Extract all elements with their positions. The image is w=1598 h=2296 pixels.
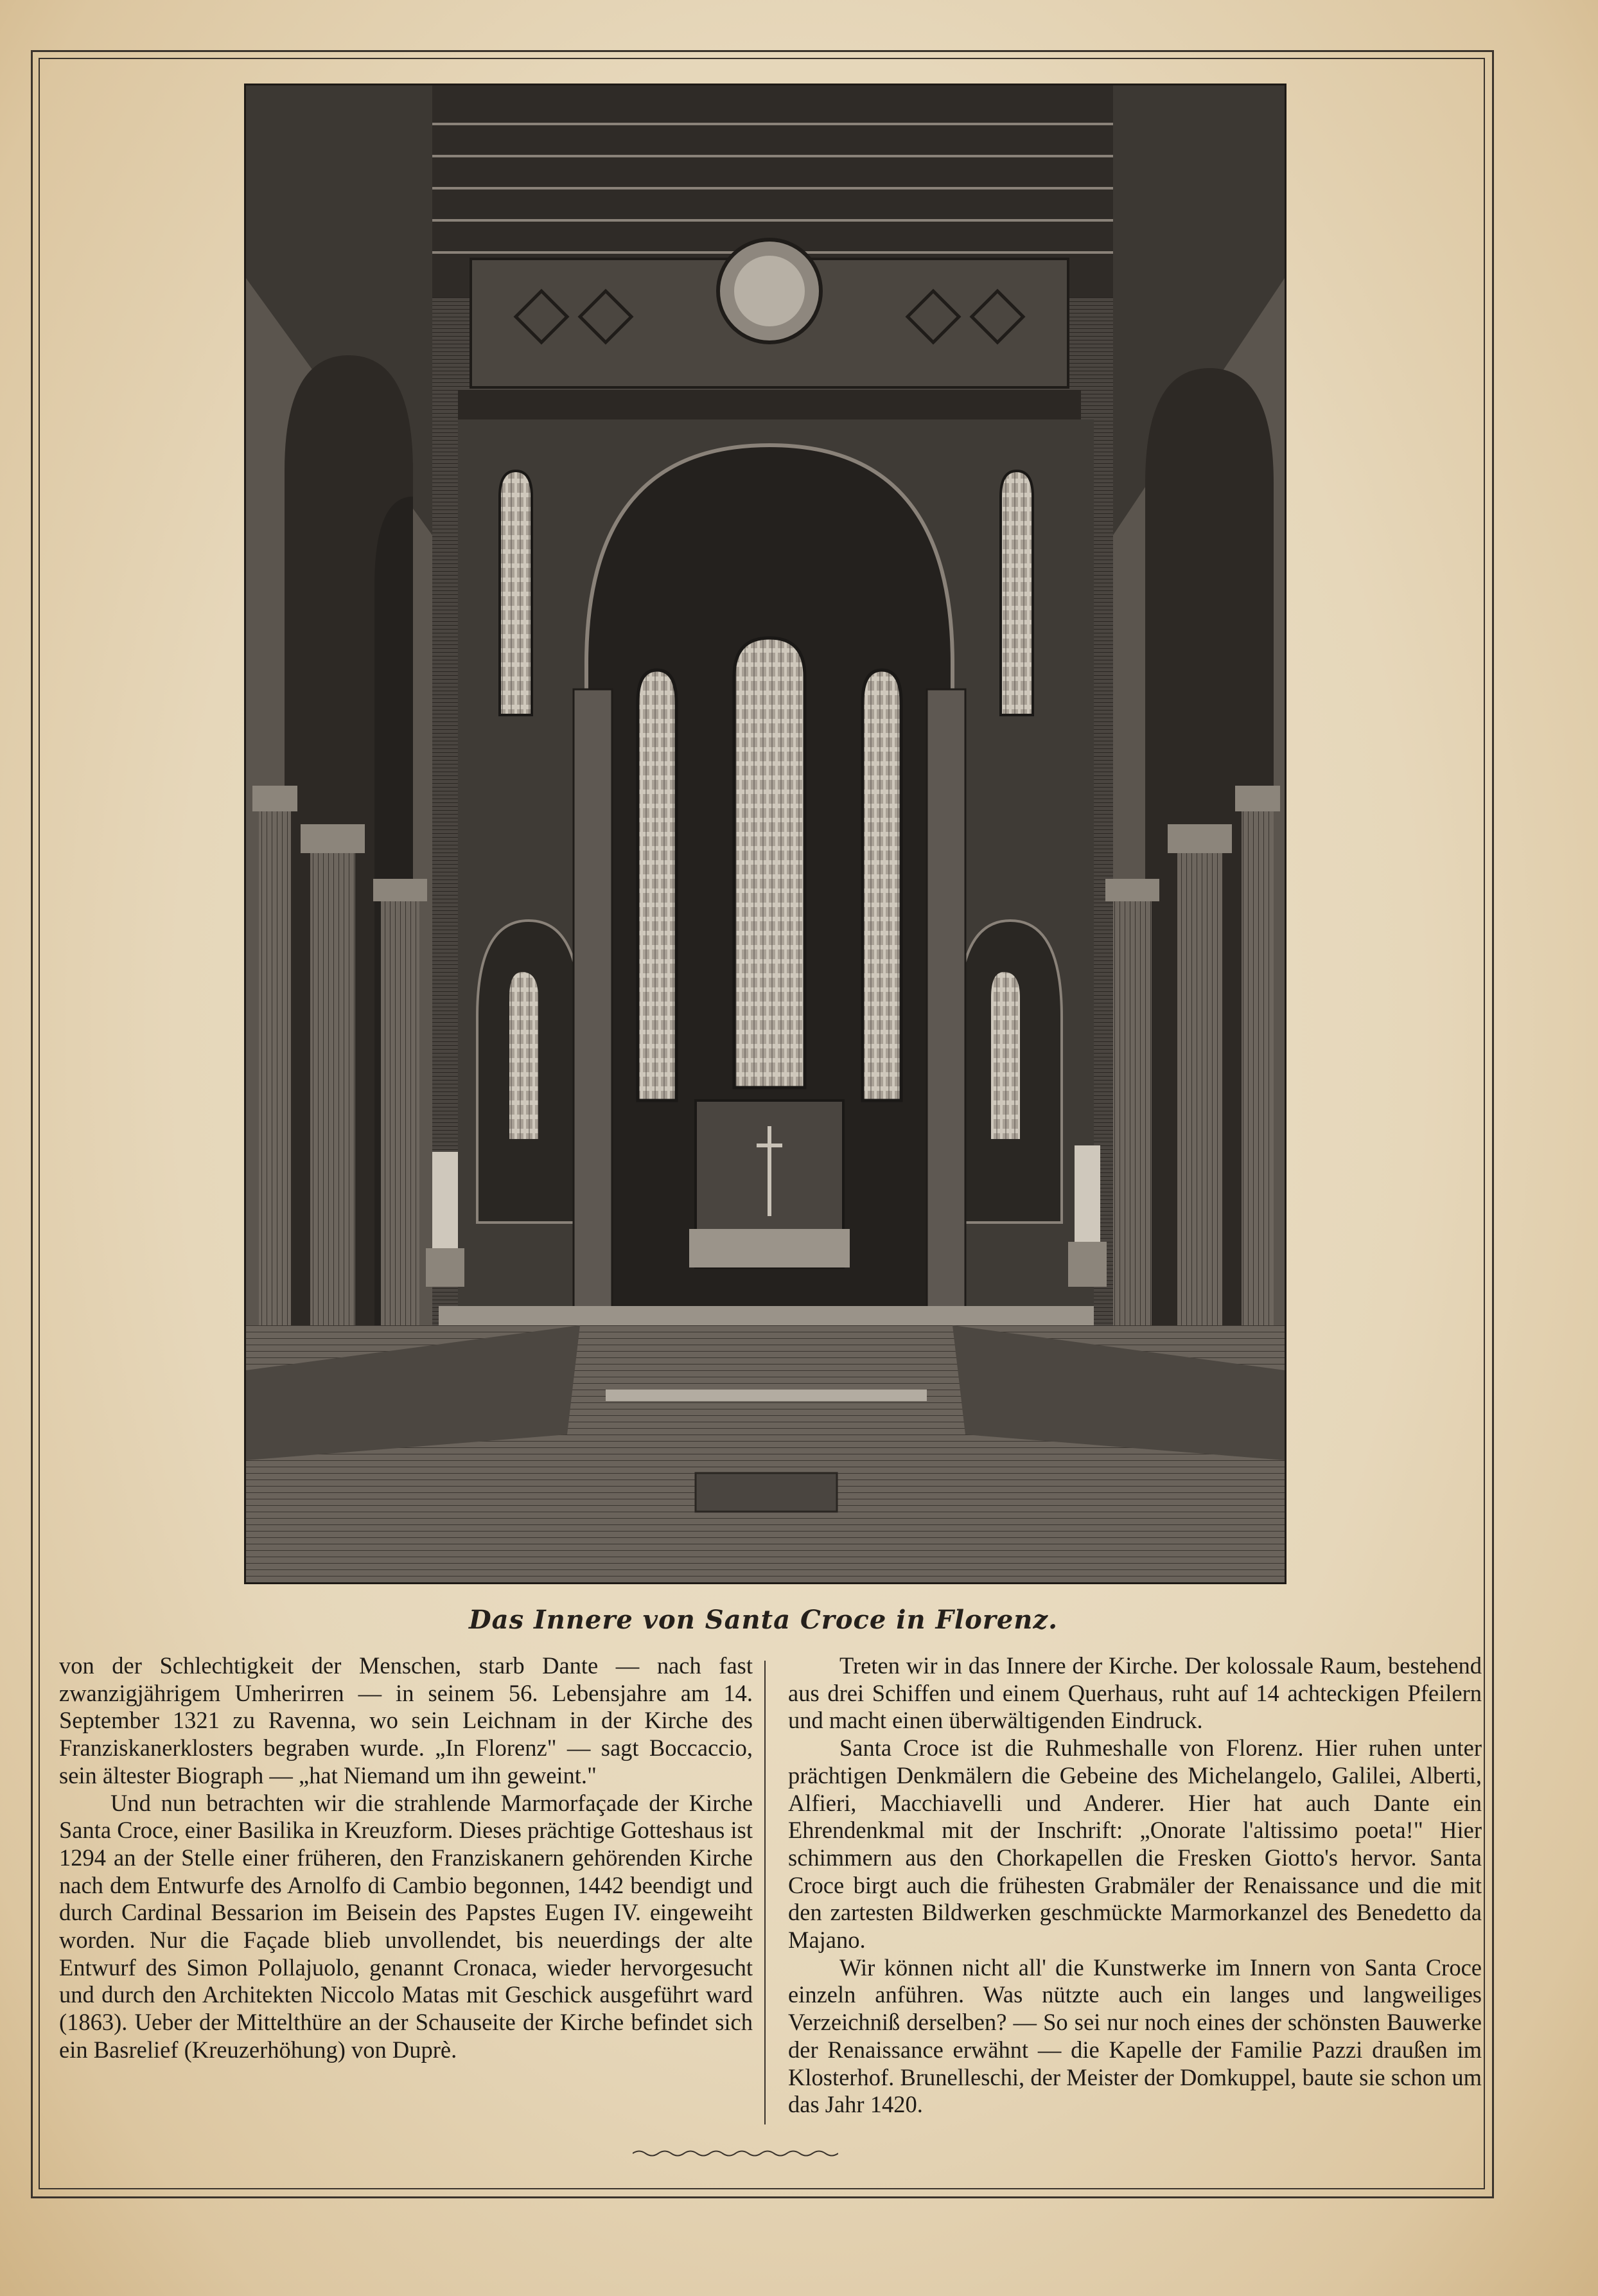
- paragraph: Treten wir in das Innere der Kirche. Der kolossale Raum, bestehend aus drei Schiffen und einem Querhaus, ruht auf 14 achteckigen Pfeilern und macht einen überwältigenden Eindruck.: [788, 1652, 1482, 1734]
- text-column-left: [59, 1652, 753, 2064]
- paragraph: Santa Croce ist die Ruhmeshalle von Florenz. Hier ruhen unter prächtigen Denkmälern die Gebeine des Michelangelo, Galilei, Alberti, Alfieri, Macchiavelli und Anderer. Hier hat auch Dante ein Ehrendenkmal mit der Inschrift: „Onorate l'altissimo poeta!" Hier schimmern aus den Chorkapellen die Fresken Giotto's hervor. Santa Croce birgt auch die frühesten Grabmäler der Renaissance und die mit den zartesten Bildwerken geschmückte Marmorkanzel des Benedetto da Majano.: [788, 1735, 1482, 1954]
- paragraph: von der Schlechtigkeit der Menschen, starb Dante — nach fast zwanzigjährigem Umherirren — in seinem 56. Lebensjahre am 14. September 1321 zu Ravenna, wo sein Leichnam in der Kirche des Franziskanerklosters begraben wurde. „In Florenz" — sagt Boccaccio, sein ältester Biograph — „hat Niemand um ihn geweint.": [59, 1652, 753, 1788]
- text-column-right: [788, 1652, 1482, 2119]
- figure-caption: Das Innere von Santa Croce in Florenz.: [468, 1605, 1058, 1635]
- paragraph: Und nun betrachten wir die strahlende Marmorfaçade der Kirche Santa Croce, einer Basilika in Kreuzform. Dieses prächtige Gotteshaus ist 1294 an der Stelle einer früheren, den Franziskanern gehörenden Kirche nach dem Entwurfe des Arnolfo di Cambio begonnen, 1442 beendigt und durch Cardinal Bessarion im Beisein des Papstes Eugen IV. eingeweiht worden. Nur die Façade blieb unvollendet, bis neuerdings der alte Entwurf des Simon Pollajuolo, genannt Cronaca, wieder hervorgesucht und durch den Architekten Niccolo Matas mit Geschick ausgeführt ward (1863). Ueber der Mittelthüre an der Schauseite der Kirche befindet sich ein Basrelief (Kreuzerhöhung) von Duprè.: [59, 1789, 753, 2063]
- column-divider: [764, 1661, 766, 2124]
- end-ornament: [633, 2149, 838, 2158]
- church-interior-engraving: [244, 84, 1286, 1584]
- paragraph: Wir können nicht all' die Kunstwerke im Innern von Santa Croce einzeln anführen. Was nützte auch ein langes und langweiliges Verzeichniß derselben? — So sei nur noch eines der schönsten Bauwerke der Renaissance erwähnt — die Kapelle der Familie Pazzi draußen im Klosterhof. Brunelleschi, der Meister der Domkuppel, baute sie schon um das Jahr 1420.: [788, 1954, 1482, 2118]
